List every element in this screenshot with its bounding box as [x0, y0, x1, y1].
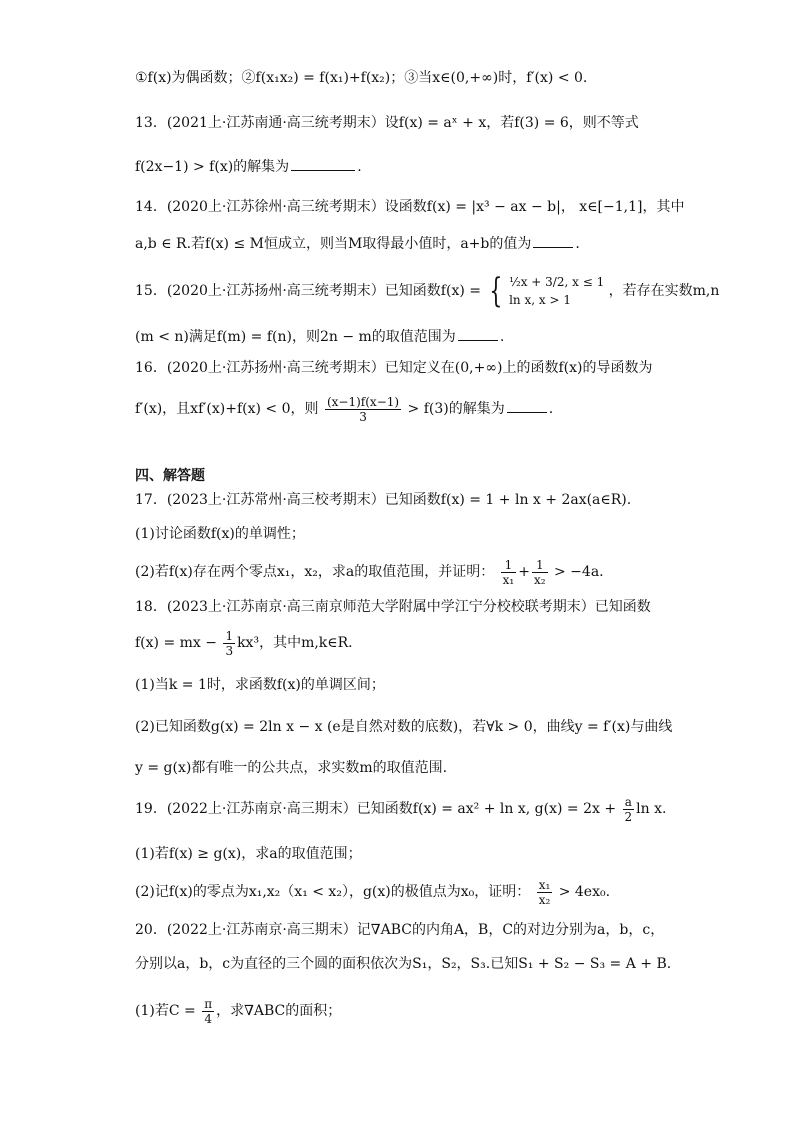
piecewise-brace: {: [489, 271, 503, 311]
q20-line2: 分别以a，b，c为直径的三个圆的面积依次为S₁，S₂，S₃.已知S₁ + S₂ − S₃ = A + B.: [135, 956, 672, 972]
q17-head: 17．(2023上·江苏常州·高三校考期末）已知函数f(x) = 1 + ln x + 2ax(a∈R).: [135, 492, 632, 508]
fraction: $\frac{1}{3}$: [225, 628, 234, 658]
answer-blank[interactable]: [458, 326, 498, 341]
q19-head: 19．(2022上·江苏南京·高三期末）已知函数f(x) = ax² + ln x, g(x) = 2x + $\frac{a}{2}$ ln x.: [135, 794, 667, 824]
q14-tail: a,b ∈ R.若f(x) ≤ M恒成立，则当M取得最小值时，a+b的值为 .: [135, 233, 580, 254]
q16-head: 16．(2020上·江苏扬州·高三统考期末）已知定义在(0,+∞)上的函数f(x)的导函数为: [135, 360, 653, 376]
q18-part2: (2)已知函数g(x) = 2ln x − x (e是自然对数的底数)，若∀k > 0，曲线y = f′(x)与曲线: [135, 719, 673, 735]
q13-head: 13．(2021上·江苏南通·高三统考期末）设f(x) = aˣ + x，若f(3) = 6，则不等式: [135, 115, 639, 131]
piecewise-cases: ½x + 3/2, x ≤ 1 ln x, x > 1: [509, 275, 605, 307]
fraction: $\frac{\pi}{4}$: [204, 996, 213, 1026]
fraction: $\frac{a}{2}$: [624, 794, 633, 824]
q20-head: 20．(2022上·江苏南京·高三期末）记∇ABC的内角A，B，C的对边分别为a，b，c，: [135, 922, 665, 938]
section-heading: 四、解答题: [135, 468, 205, 484]
q15-tail: (m < n)满足f(m) = f(n)，则2n − m的取值范围为 .: [135, 326, 504, 347]
q17-part2: (2)若f(x)存在两个零点x₁，x₂，求a的取值范围，并证明： $\frac{1}{\text{x₁}}$ + $\frac{1}{\text{x₂}}$ > −4a.: [135, 557, 604, 587]
q14-head: 14．(2020上·江苏徐州·高三统考期末）设函数f(x) = |x³ − ax − b|， x∈[−1,1]，其中: [135, 199, 685, 215]
q16-tail: f′(x)，且xf′(x)+f(x) < 0，则 $\frac{(x-1)f(x-1)}{3}$ > f(3)的解集为 .: [135, 394, 554, 424]
q18-function: f(x) = mx − $\frac{1}{3}$ kx³，其中m,k∈R.: [135, 628, 353, 658]
q20-part1: (1)若C = $\frac{\pi}{4}$ ，求∇ABC的面积；: [135, 996, 342, 1026]
fraction: $\frac{(x-1)f(x-1)}{3}$: [326, 394, 400, 424]
q19-part1: (1)若f(x) ≥ g(x)，求a的取值范围；: [135, 846, 362, 862]
answer-blank[interactable]: [291, 156, 355, 171]
q15-head: 15．(2020上·江苏扬州·高三统考期末）已知函数f(x) = { ½x + 3/2, x ≤ 1 ln x, x > 1 ，若存在实数m,n: [135, 271, 720, 311]
answer-blank[interactable]: [507, 398, 547, 413]
fraction: $\frac{1}{\text{x₁}}$: [502, 557, 515, 587]
q18-part1: (1)当k = 1时，求函数f(x)的单调区间；: [135, 677, 385, 693]
answer-blank[interactable]: [533, 233, 573, 248]
q18-part2-cont: y = g(x)都有唯一的公共点，求实数m的取值范围.: [135, 760, 448, 776]
q13-tail: f(2x−1) > f(x)的解集为 .: [135, 156, 362, 177]
q19-part2: (2)记f(x)的零点为x₁,x₂（x₁ < x₂），g(x)的极值点为x₀，证明： $\frac{\text{x₁}}{\text{x₂}}$ > 4ex₀.: [135, 877, 611, 907]
q18-head: 18．(2023上·江苏南京·高三南京师范大学附属中学江宁分校校联考期末）已知函数: [135, 599, 651, 615]
fraction: $\frac{1}{\text{x₂}}$: [533, 557, 546, 587]
q17-part1: (1)讨论函数f(x)的单调性；: [135, 526, 305, 542]
fraction: $\frac{\text{x₁}}{\text{x₂}}$: [538, 877, 551, 907]
line-q12-conditions: ①f(x)为偶函数；②f(x₁x₂) = f(x₁)+f(x₂)；③当x∈(0,+∞)时，f′(x) < 0.: [135, 70, 588, 86]
